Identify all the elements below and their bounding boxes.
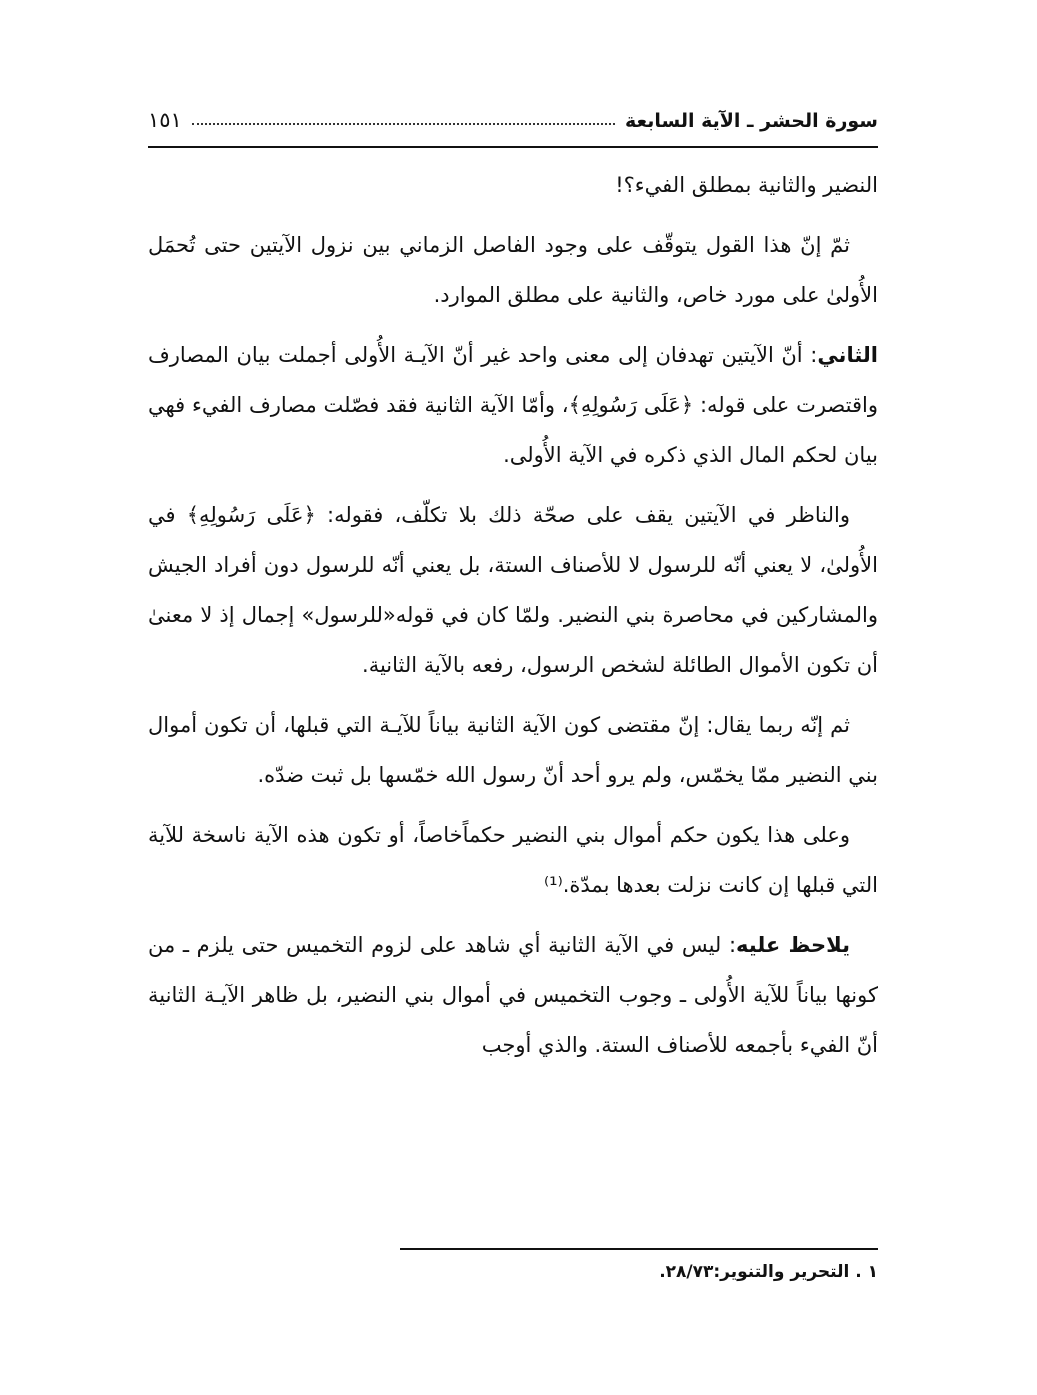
footnote: ١ . التحرير والتنوير:٢٨/٧٣. — [659, 1262, 878, 1282]
paragraph-lead: الثاني — [817, 343, 878, 367]
paragraph-1: النضير والثانية بمطلق الفيء؟! — [615, 173, 878, 197]
paragraph-4: والناظر في الآيتين يقف على صحّة ذلك بلا تكلّف، فقوله: ﴿عَلَى رَسُولِهِ﴾ في الأُولىٰ، لا يعني أنّه للرسول لا للأصناف الستة، بل يعني أنّه للرسول دون أفراد الجيش والمشاركين في محاصرة بني النضير. ولمّا كان في قوله«للرسول» إجمال إذ لا معنىٰ أن تكون الأموال الطائلة لشخص الرسول، رفعه بالآية الثانية. — [148, 503, 878, 677]
header-rule — [148, 146, 878, 148]
chapter-title: سورة الحشر ـ الآية السابعة — [624, 110, 878, 132]
paragraph-5: ثم إنّه ربما يقال: إنّ مقتضى كون الآية الثانية بياناً للآيـة التي قبلها، أن تكون أموال بني النضير ممّا يخمّس، ولم يرو أحد أنّ رسول الله خمّسها بل ثبت ضدّه. — [148, 713, 878, 787]
body-text — [148, 160, 878, 1080]
paragraph-2: ثمّ إنّ هذا القول يتوقّف على وجود الفاصل الزماني بين نزول الآيتين حتى تُحمَل الأُولىٰ على مورد خاص، والثانية على مطلق الموارد. — [148, 233, 878, 307]
page-number: ١٥١ — [148, 108, 182, 132]
running-header — [148, 96, 878, 132]
paragraph-lead: يلاحظ عليه — [736, 933, 850, 957]
paragraph-3: الثاني: أنّ الآيتين تهدفان إلى معنى واحد غير أنّ الآيـة الأُولى أجملت بيان المصارف واقتصرت على قوله: ﴿عَلَى رَسُولِهِ﴾، وأمّا الآية الثانية فقد فصّلت مصارف الفيء فهي بيان لحكم المال الذي ذكره في الآية الأُولى. — [148, 343, 878, 467]
paragraph-6: وعلى هذا يكون حكم أموال بني النضير حكماًخاصاً، أو تكون هذه الآية ناسخة للآية التي قبلها إن كانت نزلت بعدها بمدّة.⁽¹⁾ — [148, 823, 878, 897]
header-dot-leader — [192, 123, 615, 125]
footnote-rule — [400, 1248, 878, 1250]
paragraph-7: يلاحظ عليه: ليس في الآية الثانية أي شاهد على لزوم التخميس حتى يلزم ـ من كونها بياناً للآية الأُولى ـ وجوب التخميس في أموال بني النضير، بل ظاهر الآيـة الثانية أنّ الفيء بأجمعه للأصناف الستة. والذي أوجب — [148, 933, 878, 1057]
